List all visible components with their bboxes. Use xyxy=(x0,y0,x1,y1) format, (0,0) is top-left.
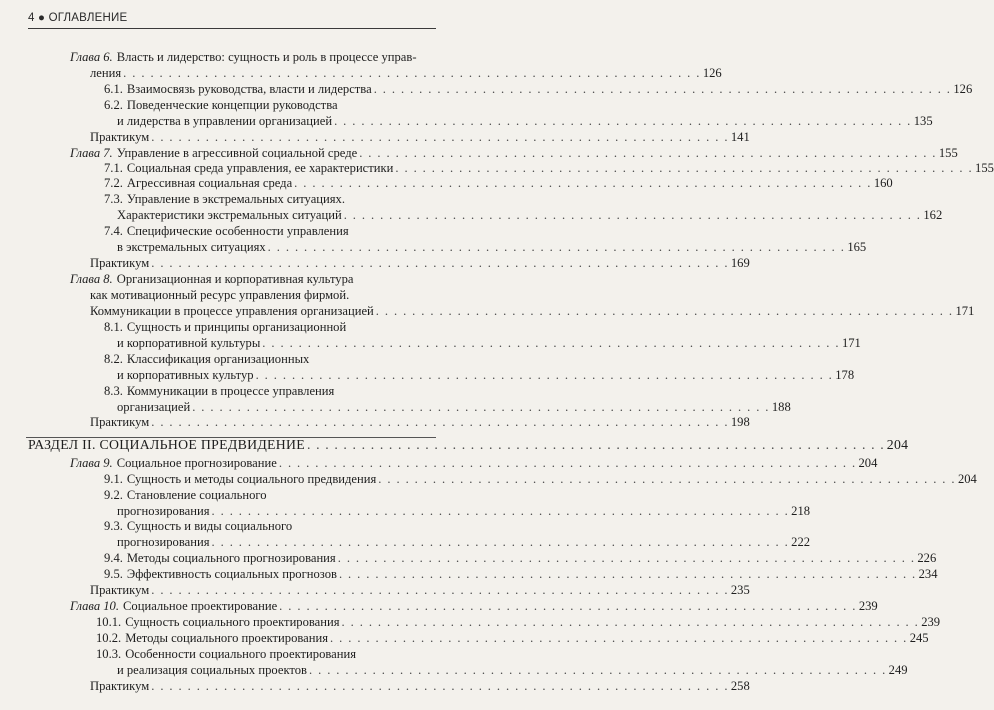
toc-entry xyxy=(104,161,994,176)
entry-title: Практикум xyxy=(90,415,150,429)
dot-leader xyxy=(294,176,872,191)
toc-entry xyxy=(96,647,428,662)
entry-page-number: 222 xyxy=(791,535,811,549)
header-page-number: 4 xyxy=(28,12,35,24)
toc-entry xyxy=(104,472,977,487)
entry-title: и корпоративных культур xyxy=(117,368,254,382)
entry-page-number: 165 xyxy=(847,240,867,254)
entry-title: ления xyxy=(90,66,122,80)
entry-number: 7.2. xyxy=(104,176,123,190)
toc-entry xyxy=(90,66,722,81)
entry-title: Особенности социального проектирования xyxy=(125,647,357,661)
toc-entry xyxy=(104,82,973,97)
entry-page-number: 188 xyxy=(771,400,791,414)
entry-page-number: 169 xyxy=(730,256,750,270)
chapter-entry xyxy=(70,146,958,161)
toc-entry xyxy=(90,583,750,598)
dot-leader xyxy=(334,114,912,129)
entry-number: 9.2. xyxy=(104,488,123,502)
chapter-entry xyxy=(70,272,428,287)
toc-entry xyxy=(90,288,428,303)
dot-leader xyxy=(123,66,701,81)
entry-page-number: 162 xyxy=(923,208,943,222)
entry-title: Взаимосвязь руководства, власти и лидерства xyxy=(126,82,372,96)
dot-leader xyxy=(279,456,857,471)
entry-title: Управление в экстремальных ситуациях. xyxy=(126,192,345,206)
dot-leader xyxy=(151,256,729,271)
entry-number: 6.2. xyxy=(104,98,123,112)
entry-number: 8.1. xyxy=(104,320,123,334)
entry-title: Социальная среда управления, ее характеристики xyxy=(126,161,394,175)
entry-page-number: 155 xyxy=(938,146,958,160)
toc-entry xyxy=(90,130,750,145)
toc-entry xyxy=(104,384,428,399)
dot-leader xyxy=(151,415,729,430)
entry-title: Поведенческие концепции руководства xyxy=(126,98,338,112)
entry-page-number: 218 xyxy=(791,504,811,518)
entry-page-number: 135 xyxy=(913,114,933,128)
entry-title: Социальное проектирование xyxy=(123,599,278,613)
toc-entry xyxy=(104,488,428,503)
entry-title: Специфические особенности управления xyxy=(126,224,349,238)
entry-title: Методы социального прогнозирования xyxy=(126,551,336,565)
entry-page-number: 171 xyxy=(841,336,861,350)
entry-title: Коммуникации в процессе управления xyxy=(126,384,335,398)
entry-number: 8.3. xyxy=(104,384,123,398)
entry-number: 9.3. xyxy=(104,519,123,533)
entry-page-number: 234 xyxy=(918,567,938,581)
toc-entry xyxy=(104,551,937,566)
running-header xyxy=(28,12,127,24)
toc-entry xyxy=(104,192,428,207)
toc-entry xyxy=(117,368,855,383)
chapter-label: Глава 10. xyxy=(70,599,120,613)
entry-page-number: 204 xyxy=(957,472,977,486)
toc-entry xyxy=(117,400,791,415)
entry-page-number: 245 xyxy=(909,631,929,645)
entry-title: Методы социального проектирования xyxy=(125,631,329,645)
entry-page-number: 249 xyxy=(888,663,908,677)
entry-title: и реализация социальных проектов xyxy=(117,663,307,677)
dot-leader xyxy=(151,130,729,145)
chapter-label: Глава 7. xyxy=(70,146,113,160)
entry-page-number: 198 xyxy=(730,415,750,429)
entry-title: Становление социального xyxy=(126,488,267,502)
toc-entry xyxy=(104,320,428,335)
entry-number: 6.1. xyxy=(104,82,123,96)
entry-title: и корпоративной культуры xyxy=(117,336,261,350)
entry-number: 7.3. xyxy=(104,192,123,206)
dot-leader xyxy=(151,679,729,694)
toc-entry xyxy=(104,519,428,534)
entry-page-number: 239 xyxy=(858,599,878,613)
entry-number: 9.4. xyxy=(104,551,123,565)
toc-entry xyxy=(90,415,750,430)
entry-title: Практикум xyxy=(90,679,150,693)
entry-page-number: 239 xyxy=(921,615,941,629)
toc-entry xyxy=(117,208,943,223)
toc-entry xyxy=(117,114,933,129)
chapter-entry xyxy=(70,456,878,471)
entry-title: Сущность и виды социального xyxy=(126,519,293,533)
toc-entry xyxy=(117,535,811,550)
entry-number: 9.1. xyxy=(104,472,123,486)
entry-page-number: 155 xyxy=(975,161,994,175)
entry-title: как мотивационный ресурс управления фирмой. xyxy=(90,288,350,302)
entry-page-number: 178 xyxy=(835,368,855,382)
entry-title: Сущность и методы социального предвидения xyxy=(126,472,377,486)
entry-title: Коммуникации в процессе управления организацией xyxy=(90,304,374,318)
dot-leader xyxy=(262,336,840,351)
dot-leader xyxy=(374,82,952,97)
header-rule xyxy=(28,28,436,29)
dot-leader xyxy=(192,400,770,415)
dot-leader xyxy=(330,631,908,646)
toc-entry xyxy=(104,176,893,191)
toc-entry xyxy=(117,240,867,255)
dot-leader xyxy=(309,663,887,678)
dot-leader xyxy=(151,583,729,598)
entry-page-number: 226 xyxy=(917,551,937,565)
entry-title: Характеристики экстремальных ситуаций xyxy=(117,208,342,222)
dot-leader xyxy=(256,368,834,383)
dot-leader xyxy=(268,240,846,255)
dot-leader xyxy=(212,535,790,550)
entry-title: Социальное прогнозирование xyxy=(116,456,277,470)
entry-page-number: 204 xyxy=(886,437,909,452)
dot-leader xyxy=(344,208,922,223)
entry-title: и лидерства в управлении организацией xyxy=(117,114,333,128)
header-title: ОГЛАВЛЕНИЕ xyxy=(48,12,128,24)
toc-entry xyxy=(90,679,750,694)
entry-number: 9.5. xyxy=(104,567,123,581)
entry-title: Агрессивная социальная среда xyxy=(126,176,293,190)
entry-page-number: 235 xyxy=(730,583,750,597)
toc-entry xyxy=(96,615,941,630)
dot-leader xyxy=(378,472,956,487)
dot-leader xyxy=(376,304,954,319)
toc-entry xyxy=(90,304,975,319)
chapter-label: Глава 9. xyxy=(70,456,113,470)
entry-title: прогнозирования xyxy=(117,504,210,518)
toc-entry xyxy=(117,504,811,519)
toc-entry xyxy=(104,98,428,113)
toc-entry xyxy=(96,631,929,646)
dot-leader xyxy=(279,599,857,614)
entry-title: организацией xyxy=(117,400,191,414)
entry-title: в экстремальных ситуациях xyxy=(117,240,266,254)
entry-title: РАЗДЕЛ II. СОЦИАЛЬНОЕ ПРЕДВИДЕНИЕ xyxy=(28,437,306,452)
section-heading xyxy=(28,437,909,452)
chapter-label: Глава 8. xyxy=(70,272,113,286)
entry-page-number: 126 xyxy=(702,66,722,80)
entry-number: 7.4. xyxy=(104,224,123,238)
header-bullet: ● xyxy=(38,12,46,24)
entry-title: Сущность и принципы организационной xyxy=(126,320,347,334)
entry-title: Организационная и корпоративная культура xyxy=(116,272,354,286)
dot-leader xyxy=(338,551,916,566)
toc-entry xyxy=(117,663,908,678)
toc-entry xyxy=(104,352,428,367)
toc-entry xyxy=(117,336,861,351)
entry-number: 8.2. xyxy=(104,352,123,366)
entry-number: 7.1. xyxy=(104,161,123,175)
chapter-entry xyxy=(70,599,878,614)
entry-title: Практикум xyxy=(90,583,150,597)
entry-number: 10.3. xyxy=(96,647,122,661)
toc-entry xyxy=(104,224,428,239)
entry-title: Практикум xyxy=(90,130,150,144)
dot-leader xyxy=(307,437,885,452)
dot-leader xyxy=(359,146,937,161)
entry-title: Классификация организационных xyxy=(126,352,310,366)
dot-leader xyxy=(342,615,920,630)
entry-page-number: 141 xyxy=(730,130,750,144)
entry-title: прогнозирования xyxy=(117,535,210,549)
dot-leader xyxy=(395,161,973,176)
entry-page-number: 171 xyxy=(955,304,975,318)
entry-number: 10.1. xyxy=(96,615,122,629)
dot-leader xyxy=(339,567,917,582)
entry-page-number: 258 xyxy=(730,679,750,693)
entry-title: Управление в агрессивной социальной среде xyxy=(116,146,358,160)
entry-title: Власть и лидерство: сущность и роль в процессе управ- xyxy=(116,50,417,64)
entry-number: 10.2. xyxy=(96,631,122,645)
entry-title: Эффективность социальных прогнозов xyxy=(126,567,337,581)
chapter-label: Глава 6. xyxy=(70,50,113,64)
toc-entry xyxy=(90,256,750,271)
dot-leader xyxy=(212,504,790,519)
chapter-entry xyxy=(70,50,428,65)
entry-page-number: 204 xyxy=(858,456,878,470)
entry-page-number: 126 xyxy=(953,82,973,96)
entry-page-number: 160 xyxy=(873,176,893,190)
toc-entry xyxy=(104,567,938,582)
entry-title: Практикум xyxy=(90,256,150,270)
entry-title: Сущность социального проектирования xyxy=(125,615,340,629)
